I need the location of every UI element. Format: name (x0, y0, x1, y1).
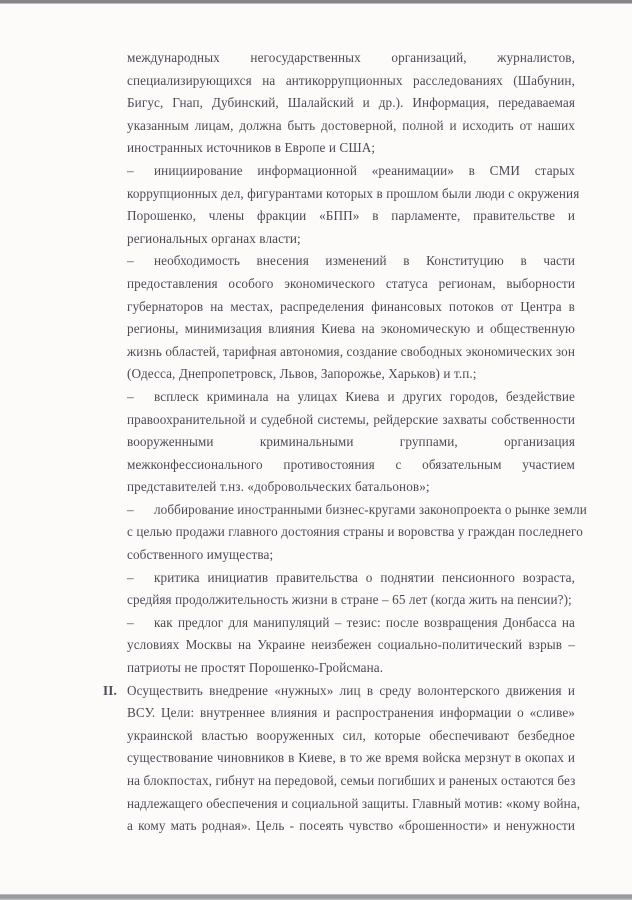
text-line (127, 567, 575, 590)
line-text: необходимость внесения изменений в Конституцию в части (154, 253, 575, 269)
text-line (127, 363, 575, 386)
text-line (127, 115, 575, 138)
text-line (127, 92, 575, 115)
dash-marker: – (127, 162, 134, 178)
dash-marker: – (127, 501, 134, 517)
text-line (127, 296, 575, 319)
line-text: существование чиновников в Киеве, в то же время войска мерзнут в окопах и (127, 750, 575, 766)
line-text: а кому мать родная». Цель - посеять чувство «брошенности» и ненужности (127, 818, 575, 834)
line-text: патриоты не простят Порошенко-Гройсмана. (127, 660, 384, 676)
dash-marker: – (127, 253, 134, 269)
paragraph (127, 567, 575, 612)
line-text: собственного имущества; (127, 547, 274, 563)
paragraph (127, 250, 575, 386)
paragraph (127, 47, 575, 160)
text-line (127, 386, 575, 409)
text-line (127, 70, 575, 93)
paragraph (127, 386, 575, 499)
line-text: украинской властью вооруженных сил, которые обеспечивают безбедное (127, 727, 575, 743)
paragraph (127, 499, 587, 567)
paragraph-section-2 (103, 680, 581, 838)
line-text: международных негосударственных организаций, журналистов, (127, 50, 575, 65)
text-line (127, 657, 575, 680)
line-text: указанным лицам, должна быть достоверной, полной и исходить от наших (127, 117, 575, 133)
line-text: инициирование информационной «реанимации» в СМИ старых (154, 162, 575, 178)
top-scan-edge (0, 0, 632, 3)
text-line (127, 47, 575, 70)
text-line (127, 205, 575, 228)
text-line (127, 341, 575, 364)
text-line (127, 544, 575, 567)
paragraph (127, 160, 580, 250)
line-text: как предлог для манипуляций – тезис: после возвращения Донбасса на (154, 614, 575, 630)
line-text: условиях Москвы на Украине неизбежен социально-политический взрыв – (127, 637, 575, 653)
text-line (127, 250, 575, 273)
text-line (127, 747, 575, 770)
bottom-scan-edge (0, 894, 632, 900)
dash-marker: – (127, 614, 134, 630)
text-line (127, 612, 575, 635)
line-text: Бигус, Гнап, Дубинский, Шалайский и др.). Информация, передаваемая (127, 95, 575, 111)
text-line (127, 725, 575, 748)
text-line (127, 589, 575, 612)
line-text: на блокпостах, гибнут на передовой, семьи погибших и раненых остаются без (127, 773, 576, 788)
text-line (127, 137, 575, 160)
line-text: лоббирование иностранными бизнес-кругами законопроекта о рынке земли (154, 501, 587, 517)
text-line (127, 454, 575, 477)
line-text: критика инициатив правительства о поднятии пенсионного возраста, (154, 569, 575, 585)
dash-marker: – (127, 388, 134, 404)
text-line (127, 702, 575, 725)
page-text (103, 47, 587, 838)
text-line (127, 273, 575, 296)
text-line (127, 228, 575, 251)
text-line (127, 160, 575, 183)
line-text: всплеск криминала на улицах Киева и других городов, бездействие (154, 388, 575, 404)
text-line (127, 793, 581, 816)
text-line (127, 770, 575, 793)
line-text: с целью продажи главного достояния страны и воровства у граждан последнего (127, 524, 583, 540)
section-number: II. (103, 682, 117, 698)
line-text: предоставления особого экономического статуса регионам, выборности (127, 275, 575, 291)
line-text: средйяя продолжительность жизни в стране – 65 лет (когда жить на пенсии?); (127, 592, 572, 608)
line-text: межконфессионального противостояния с обязательным участием (127, 456, 575, 472)
line-text: (Одесса, Днепропетровск, Львов, Запорожье, Харьков) и т.п.; (127, 366, 477, 382)
line-text: иностранных источников в Европе и США; (127, 140, 376, 156)
line-text: надлежащего обеспечения и социальной защиты. Главный мотив: «кому война, (127, 795, 581, 811)
line-text: вооруженными криминальными группами, организация (127, 434, 575, 450)
line-text: специализирующихся на антикоррупционных расследованиях (Шабунин, (127, 72, 575, 88)
text-line (127, 431, 575, 454)
line-text: Осуществить внедрение «нужных» лиц в среду волонтерского движения и (127, 682, 575, 698)
line-text: ВСУ. Цели: внутреннее влияния и распространения информации о «сливе» (127, 705, 575, 721)
line-text: жизнь областей, тарифная автономия, создание свободных экономических зон (127, 343, 575, 359)
line-text: коррупционных дел, фигурантами которых в прошлом были люди с окружения (127, 185, 580, 201)
text-line (127, 183, 580, 206)
dash-marker: – (127, 569, 134, 585)
line-text: региональных органах власти; (127, 230, 301, 246)
text-line (127, 318, 575, 341)
line-text: регионы, минимизация влияния Киева на экономическую и общественную (127, 321, 575, 337)
line-text: Порошенко, члены фракции «БПП» в парламенте, правительстве и (127, 208, 575, 224)
text-line (127, 476, 575, 499)
line-text: представителей т.нз. «добровольческих батальонов»; (127, 479, 430, 495)
text-line (127, 521, 583, 544)
line-text: губернаторов на местах, распределения финансовых потоков от Центра в (127, 298, 575, 314)
line-text: правоохранительной и судебной системы, рейдерские захваты собственности (127, 411, 575, 427)
paragraph (127, 612, 575, 680)
text-line (127, 409, 575, 432)
text-line (103, 680, 575, 703)
text-line (127, 815, 575, 838)
text-line (127, 634, 575, 657)
text-line (127, 499, 587, 522)
